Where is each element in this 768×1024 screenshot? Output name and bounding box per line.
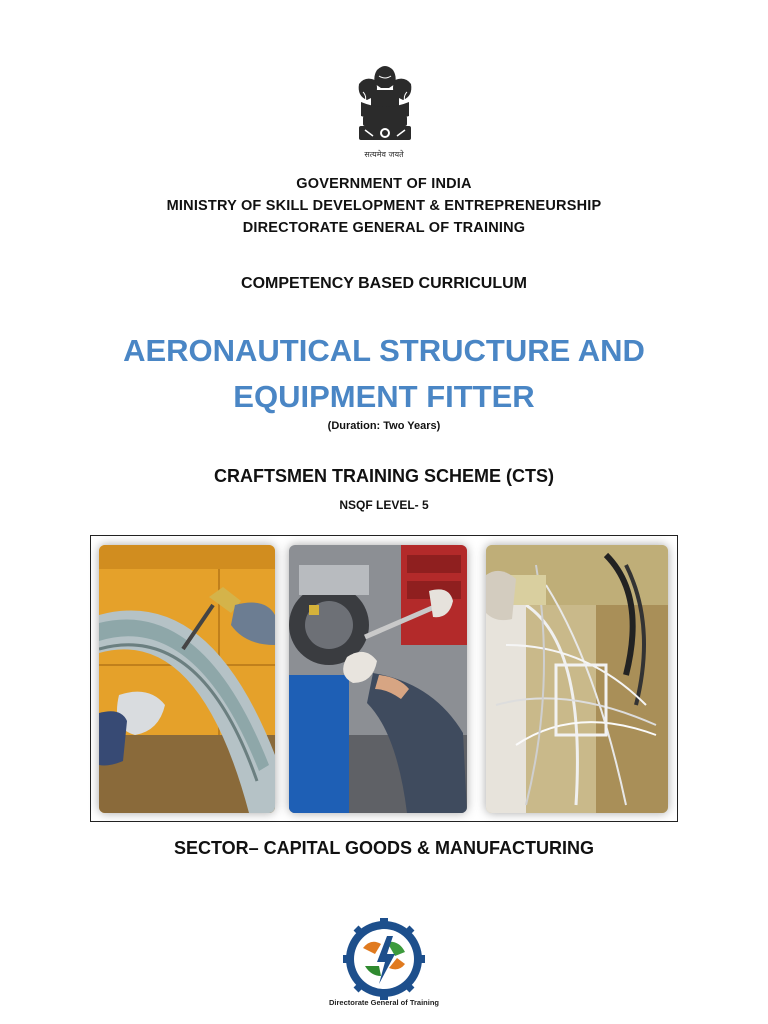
riveting-aircraft-skin-photo xyxy=(99,545,275,813)
engine-assembly-wrench-photo xyxy=(289,545,467,813)
photo-panel xyxy=(90,535,678,822)
government-line: GOVERNMENT OF INDIA xyxy=(296,176,472,192)
directorate-line: DIRECTORATE GENERAL OF TRAINING xyxy=(242,220,526,236)
trade-title-line-2: EQUIPMENT FITTER xyxy=(233,379,535,414)
curriculum-label: COMPETENCY BASED CURRICULUM xyxy=(241,275,527,292)
national-emblem-icon xyxy=(349,62,421,162)
issuing-authority xyxy=(0,173,768,239)
dgt-logo-icon xyxy=(343,918,425,1000)
scheme-label: CRAFTSMEN TRAINING SCHEME (CTS) xyxy=(214,466,554,486)
aircraft-wiring-harness-photo xyxy=(486,545,668,813)
ministry-line: MINISTRY OF SKILL DEVELOPMENT & ENTREPRENEURSHIP xyxy=(166,198,602,214)
trade-title-line-1: AERONAUTICAL STRUCTURE AND xyxy=(123,333,645,368)
emblem-motto: सत्यमेव जयते xyxy=(364,150,404,159)
sector-label: SECTOR– CAPITAL GOODS & MANUFACTURING xyxy=(173,838,595,858)
duration-label: (Duration: Two Years) xyxy=(327,420,441,432)
nsqf-level-label: NSQF LEVEL- 5 xyxy=(339,498,429,512)
dgt-caption: Directorate General of Training xyxy=(328,998,440,1007)
trade-title xyxy=(0,328,768,420)
